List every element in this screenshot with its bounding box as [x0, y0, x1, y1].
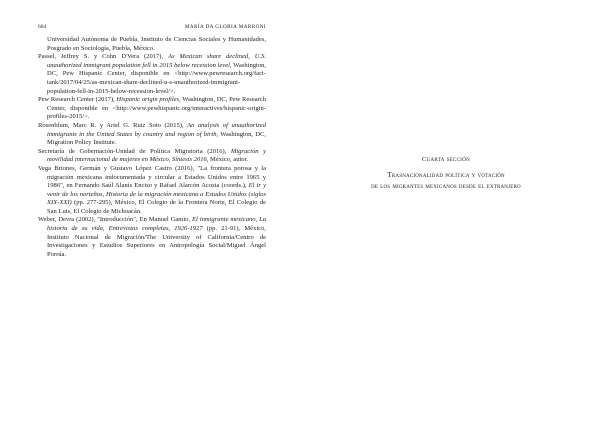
reference-title: Migración y movilidad internacional de mujeres en México, Síntesis 2016 — [47, 147, 266, 164]
reference-text: Pew Research Center (2017), — [38, 96, 117, 104]
reference-title: El ir y venir de los norteños, Historia de la migración mexicana a Estados Unidos (siglos XIX-XXI) — [47, 182, 266, 207]
reference-entry — [38, 122, 266, 148]
reference-title: Hispanic origin profiles — [116, 96, 180, 104]
reference-text: Universidad Autónoma de Puebla, Instituto de Ciencias Sociales y Humanidades, Posgrado en Sociología, Puebla, México. — [47, 36, 266, 52]
reference-text: Vega Briones, Germán y Gustavo López Castro (2016), "La frontera porosa y la migración mexicana indocumentada y circular a Estados Unidos entre 1965 y 1986", en Fernando Saúl Alanís Enciso y Rafael Alarcón Acosta (coords.), — [38, 164, 266, 190]
reference-text: Weber, Devra (2002), "Introducción", En Manuel Gamio, — [38, 216, 193, 224]
reference-title: El inmigrante mexicano, La historia de su vida, Entrevistas completas, 1926-1927 — [47, 216, 266, 233]
reference-title: As Mexican share declined, U.S. unauthorized immigrant population fell in 2015 below recession level — [47, 53, 266, 69]
running-head — [38, 24, 266, 36]
reference-text: Passel, Jeffrey S. y Cohn D'Vera (2017), — [38, 53, 168, 61]
left-page — [38, 24, 266, 259]
section-title-line-1: Trasnacionalidad política y votación — [387, 170, 505, 179]
reference-entry — [38, 96, 266, 122]
reference-text: , Washington, DC, Pew Research Center, disponible en <http://www.pewhispanic.org/interactives/hispanic-origin-profiles-2015/>. — [47, 96, 266, 121]
section-heading — [322, 156, 570, 191]
reference-text: (pp. 21-91), México, Instituto Nacional de Migración/The University of California/Centro de Investigaciones y Estudios Superiores en Antropología Social/Miguel Ángel Porrúa. — [47, 225, 266, 258]
reference-text: , Washington, DC, Pew Hispanic Center, disponible en <http://www.pewresearch.org/fact-tank/2017/04/25/as-mexican-share-declined-u-s-unauthorized-immigrant-population-fell-in-2015-below-recession-level/>. — [47, 61, 267, 95]
reference-text: , Washington, DC, Migration Policy Institute. — [47, 130, 266, 147]
reference-list — [38, 36, 266, 259]
reference-entry — [38, 36, 266, 53]
reference-text: (pp. 277-295), México, El Colegio de la Frontera Norte, El Colegio de San Luis, El Colegio de Michoacán. — [47, 199, 266, 215]
reference-text: Secretaría de Gobernación-Unidad de Política Migratoria (2016), — [38, 147, 231, 155]
section-label: Cuarta sección — [421, 156, 471, 163]
reference-entry — [38, 53, 266, 96]
section-title — [322, 169, 570, 191]
reference-entry — [38, 165, 266, 217]
section-title-line-2: de los migrantes mexicanos desde el extranjero — [371, 181, 521, 190]
reference-entry — [38, 216, 266, 259]
reference-entry — [38, 148, 266, 165]
right-page — [322, 0, 570, 431]
reference-title: An analysis of unauthorized immigrants in the United States by country and region of birth — [47, 121, 266, 138]
running-head-author: MARÍA DA GLORIA MARRONI — [184, 24, 266, 30]
reference-text: Rosenblum, Marc R. y Ariel G. Ruiz Soto (2015), — [38, 121, 188, 129]
reference-text: , México, autor. — [206, 156, 249, 164]
page-number: 684 — [38, 24, 47, 30]
